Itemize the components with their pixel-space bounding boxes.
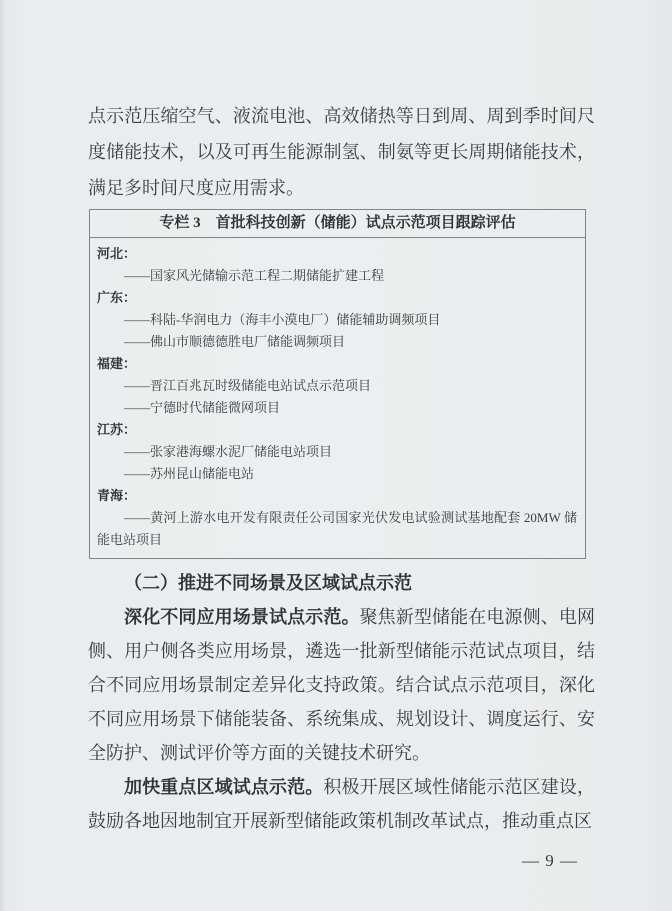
project-item: ——晋江百兆瓦时级储能电站试点示范项目 [124, 378, 372, 393]
project-item: ——宁德时代储能微网项目 [124, 400, 281, 415]
project-item: ——科陆-华润电力（海丰小漠电厂）储能辅助调频项目 [124, 312, 441, 327]
region-label: 福建： [97, 356, 137, 371]
region-label: 广东： [97, 290, 137, 305]
project-item: ——佛山市顺德德胜电厂储能调频项目 [124, 334, 346, 349]
special-column-title: 专栏 3 首批科技创新（储能）试点示范项目跟踪评估 [90, 210, 585, 238]
body-paragraph-scenarios [88, 600, 595, 770]
region-label: 江苏： [97, 422, 137, 437]
special-column-panel [89, 209, 586, 559]
project-item: ——苏州昆山储能电站 [124, 466, 255, 481]
paragraph-body: 积极开展区域性储能示范区建设，鼓励各地因地制宜开展新型储能政策机制改革试点，推动重点区 [88, 777, 596, 831]
region-label: 青海： [97, 488, 137, 503]
intro-paragraph: 点示范压缩空气、液流电池、高效储热等日到周、周到季时间尺度储能技术，以及可再生能源制氢、制氨等更长周期储能技术，满足多时间尺度应用需求。 [88, 106, 595, 198]
paragraph-lead: 深化不同应用场景试点示范。 [124, 607, 360, 627]
project-item: ——黄河上游水电开发有限责任公司国家光伏发电试验测试基地配套 20MW 储能电站项目 [97, 510, 577, 547]
paragraph-lead: 加快重点区域试点示范。 [124, 777, 324, 797]
project-item: ——张家港海螺水泥厂储能电站项目 [124, 444, 333, 459]
region-label: 河北： [97, 246, 137, 261]
page-number: — 9 — [522, 851, 578, 870]
project-item: ——国家风光储输示范工程二期储能扩建工程 [124, 268, 385, 283]
section-heading: （二）推进不同场景及区域试点示范 [124, 573, 412, 593]
special-column-body [90, 238, 585, 558]
body-paragraph-regions [88, 770, 595, 838]
paragraph-body: 聚焦新型储能在电源侧、电网侧、用户侧各类应用场景，遴选一批新型储能示范试点项目，结合不同应用场景制定差异化支持政策。结合试点示范项目，深化不同应用场景下储能装备、系统集成、规划设计、调度运行、安全防护、测试评价等方面的关键技术研究。 [88, 607, 596, 763]
